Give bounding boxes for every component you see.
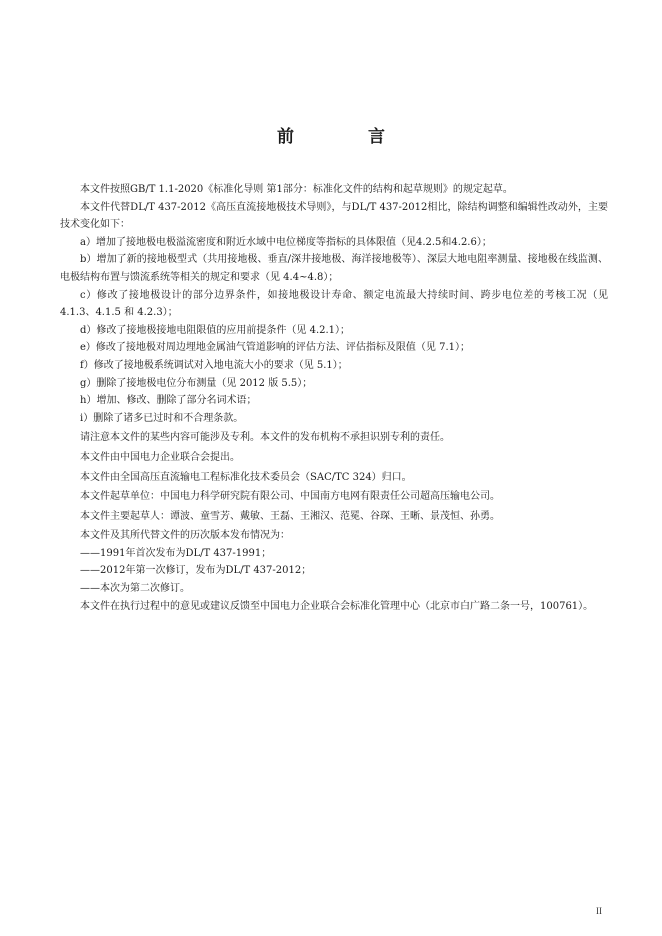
page-title: 前 言: [277, 127, 419, 147]
change-item-g: g）删除了接地极电位分布测量（见 2012 版 5.5）；: [80, 377, 313, 389]
paragraph-feedback: 本文件在执行过程中的意见或建议反馈至中国电力企业联合会标准化管理中心（北京市白广路二条一号，100761）。: [80, 600, 594, 612]
change-item-h: h）增加、修改、删除了部分名词术语；: [80, 395, 257, 407]
history-item-current: ——本次为第二次修订。: [80, 583, 190, 595]
history-item-1991: ——1991年首次发布为DL/T 437-1991；: [80, 547, 272, 559]
paragraph-patent-notice: 请注意本文件的某些内容可能涉及专利。本文件的发布机构不承担识别专利的责任。: [80, 432, 450, 444]
paragraph-proposer: 本文件由中国电力企业联合会提出。: [80, 451, 240, 463]
history-item-2012: ——2012年第一次修订，发布为DL/T 437-2012；: [80, 565, 312, 577]
paragraph-committee: 本文件由全国高压直流输电工程标准化技术委员会（SAC/TC 324）归口。: [80, 471, 412, 483]
change-item-d: d）修改了接地极接地电阻限值的应用前提条件（见 4.2.1）；: [80, 324, 351, 336]
change-item-e: e）修改了接地极对周边埋地金属油气管道影响的评估方法、评估指标及限值（见 7.1）；: [80, 342, 470, 354]
foreword-body: [60, 181, 608, 615]
paragraph-drafting-rules: 本文件按照GB/T 1.1-2020《标准化导则 第1部分：标准化文件的结构和起草规则》的规定起草。: [80, 184, 513, 195]
paragraph-replaces: 本文件代替DL/T 437-2012《高压直流接地极技术导则》，与DL/T 437-2012相比，除结构调整和编辑性改动外，主要技术变化如下：: [60, 201, 608, 231]
change-item-a: a）增加了接地极电极溢流密度和附近水域中电位梯度等指标的具体限值（见4.2.5和4.2.6）；: [80, 236, 492, 248]
change-item-c: c）修改了接地极设计的部分边界条件，如接地极设计寿命、额定电流最大持续时间、跨步电位差的考核工况（见 4.1.3、4.1.5 和 4.2.3）；: [60, 289, 608, 319]
paragraph-history-intro: 本文件及其所代替文件的历次版本发布情况为：: [80, 530, 290, 542]
change-item-f: f）修改了接地极系统调试对入地电流大小的要求（见 5.1）；: [80, 359, 348, 371]
paragraph-drafters: 本文件主要起草人：谭波、童雪芳、戴敏、王磊、王湘汉、范冕、谷琛、王晰、景茂恒、孙勇。: [80, 510, 500, 522]
page-number: II: [596, 906, 602, 916]
change-item-b: b）增加了新的接地极型式（共用接地极、垂直/深井接地极、海洋接地极等）、深层大地电阻率测量、接地极在线监测、电极结构布置与馈流系统等相关的规定和要求（见 4.4~4.8）；: [60, 254, 608, 283]
paragraph-drafting-units: 本文件起草单位：中国电力科学研究院有限公司、中国南方电网有限责任公司超高压输电公司。: [80, 491, 500, 503]
change-item-i: i）删除了诸多已过时和不合理条款。: [80, 412, 244, 424]
